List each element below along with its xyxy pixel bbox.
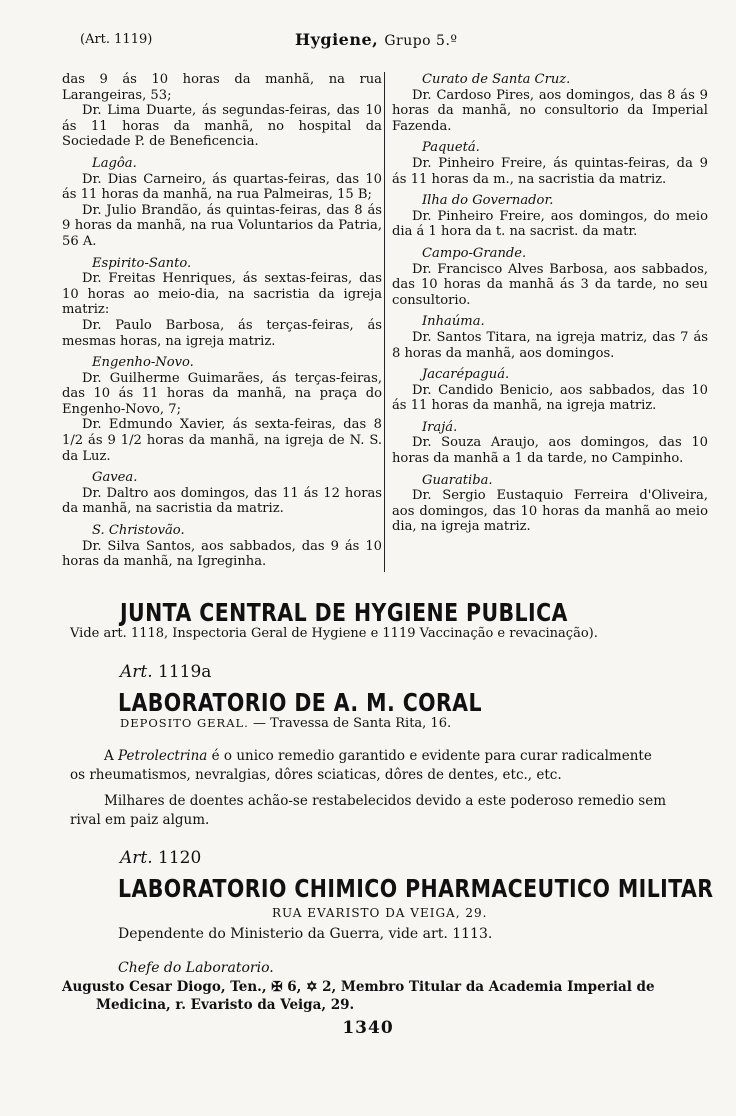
art-1119a-deposito — [120, 716, 451, 731]
doctor-entry: Dr. Pinheiro Freire, ás quintas-feiras, da 9 ás 11 horas da m., na sacristia da matriz. — [392, 155, 708, 187]
page-number: 1340 — [342, 1018, 394, 1038]
place-heading: Irajá. — [422, 419, 458, 435]
doctor-entry: Dr. Sergio Eustaquio Ferreira d'Oliveira, aos domingos, das 10 horas da manhã ao meio dia, na igreja matriz. — [392, 488, 708, 535]
doctor-entry: Dr. Julio Brandão, ás quintas-feiras, das 8 ás 9 horas da manhã, na rua Voluntarios da Patria, 56 A. — [62, 202, 382, 249]
place-heading: S. Christovão. — [92, 523, 185, 539]
deposito-label: DEPOSITO GERAL. — [120, 716, 249, 730]
junta-note: Vide art. 1118, Inspectoria Geral de Hygiene e 1119 Vaccinação e revacinação). — [70, 626, 598, 641]
place-heading: Curato de Santa Cruz. — [422, 72, 571, 87]
doctor-entry: Dr. Guilherme Guimarães, ás terças-feiras, das 10 ás 11 horas da manhã, na praça do Engenho-Novo, 7; — [62, 370, 382, 417]
right-column — [392, 72, 708, 535]
doctor-entry: Dr. Lima Duarte, ás segundas-feiras, das 10 ás 11 horas da manhã, no hospital da Sociedade P. de Beneficencia. — [62, 103, 382, 150]
page-header — [80, 32, 676, 52]
doctor-entry: Dr. Pinheiro Freire, aos domingos, do meio dia á 1 hora da t. na sacrist. da matr. — [392, 208, 708, 240]
doctor-entry: Dr. Silva Santos, aos sabbados, das 9 ás 10 horas da manhã, na Igreginha. — [62, 538, 382, 570]
art-1120-chefe-line2: Medicina, r. Evaristo da Veiga, 29. — [96, 997, 355, 1013]
art-1120-prefix: Art. — [120, 848, 153, 868]
art-1119a-prefix: Art. — [120, 662, 153, 682]
place-heading: Ilha do Governador. — [422, 193, 554, 209]
deposito-address: — Travessa de Santa Rita, 16. — [252, 716, 452, 731]
doctor-entry: Dr. Freitas Henriques, ás sextas-feiras, das 10 horas ao meio-dia, na sacristia da igreja matriz: — [62, 271, 382, 318]
doctor-entry: Dr. Santos Titara, na igreja matriz, das 7 ás 8 horas da manhã, aos domingos. — [392, 329, 708, 361]
art-1120-label — [120, 848, 201, 868]
doctor-entry: Dr. Paulo Barbosa, ás terças-feiras, ás mesmas horas, na igreja matriz. — [62, 317, 382, 349]
art-1119a-heading: LABORATORIO DE A. M. CORAL — [118, 688, 482, 717]
header-article-ref: (Art. 1119) — [80, 32, 153, 47]
place-heading: Campo-Grande. — [422, 245, 527, 261]
doctor-entry: Dr. Dias Carneiro, ás quartas-feiras, das 10 ás 11 horas da manhã, na rua Palmeiras, 15 B; — [62, 171, 382, 203]
two-column-listing — [62, 72, 708, 577]
art-1119a-label — [120, 662, 211, 682]
art-1120-chefe-line1: Augusto Cesar Diogo, Ten., ✠ 6, ✡ 2, Membro Titular da Academia Imperial de — [62, 979, 655, 995]
place-heading: Engenho-Novo. — [92, 355, 194, 371]
p1-line1-rest: é o unico remedio garantido e evidente para curar radicalmente — [211, 748, 652, 764]
doctor-entry: Dr. Daltro aos domingos, das 11 ás 12 horas da manhã, na sacristia da matriz. — [62, 485, 382, 517]
art-1119a-p1-line2: os rheumatismos, nevralgias, dôres sciaticas, dôres de dentes, etc., etc. — [70, 767, 562, 783]
art-1120-dependente: Dependente do Ministerio da Guerra, vide art. 1113. — [118, 926, 493, 942]
place-heading: Inhaúma. — [422, 314, 485, 330]
p1-product: Petrolectrina — [118, 748, 208, 764]
art-1119a-p2-line2: rival em paiz algum. — [70, 812, 210, 828]
place-heading: Espirito-Santo. — [92, 255, 192, 271]
place-heading: Paquetá. — [422, 140, 480, 156]
place-heading: Jacarépaguá. — [422, 367, 510, 383]
doctor-entry: Dr. Francisco Alves Barbosa, aos sabbados, das 10 horas da manhã ás 3 da tarde, no seu consultorio. — [392, 261, 708, 308]
left-column — [62, 72, 382, 570]
art-1120-chefe-label: Chefe do Laboratorio. — [118, 960, 274, 976]
place-heading: Lagôa. — [92, 155, 137, 171]
art-1120-heading: LABORATORIO CHIMICO PHARMACEUTICO MILITAR — [118, 874, 714, 903]
art-1120-number: 1120 — [158, 848, 202, 868]
art-1119a-p1-line1 — [104, 748, 652, 764]
doctor-entry: Dr. Edmundo Xavier, ás sexta-feiras, das 8 1/2 ás 9 1/2 horas da manhã, na igreja de N. S. da Luz. — [62, 417, 382, 464]
header-group: Grupo 5.º — [384, 33, 458, 49]
art-1120-address: RUA EVARISTO DA VEIGA, 29. — [272, 906, 488, 920]
art-1119a-p2-line1: Milhares de doentes achão-se restabelecidos devido a este poderoso remedio sem — [104, 793, 667, 809]
header-title-text: Hygiene, — [295, 30, 379, 49]
header-title — [295, 30, 458, 49]
column-divider — [384, 72, 385, 572]
art-1119a-number: 1119a — [158, 662, 212, 682]
doctor-entry: Dr. Souza Araujo, aos domingos, das 10 horas da manhã a 1 da tarde, no Campinho. — [392, 435, 708, 467]
continued-text: das 9 ás 10 horas da manhã, na rua Larangeiras, 53; — [62, 72, 382, 103]
place-heading: Gavea. — [92, 470, 138, 486]
junta-heading: JUNTA CENTRAL DE HYGIENE PUBLICA — [120, 598, 568, 627]
p1-lead: A — [104, 748, 114, 764]
doctor-entry: Dr. Candido Benicio, aos sabbados, das 10 ás 11 horas da manhã, na igreja matriz. — [392, 382, 708, 414]
place-heading: Guaratiba. — [422, 472, 493, 488]
doctor-entry: Dr. Cardoso Pires, aos domingos, das 8 ás 9 horas da manhã, no consultorio da Imperial Fazenda. — [392, 87, 708, 134]
